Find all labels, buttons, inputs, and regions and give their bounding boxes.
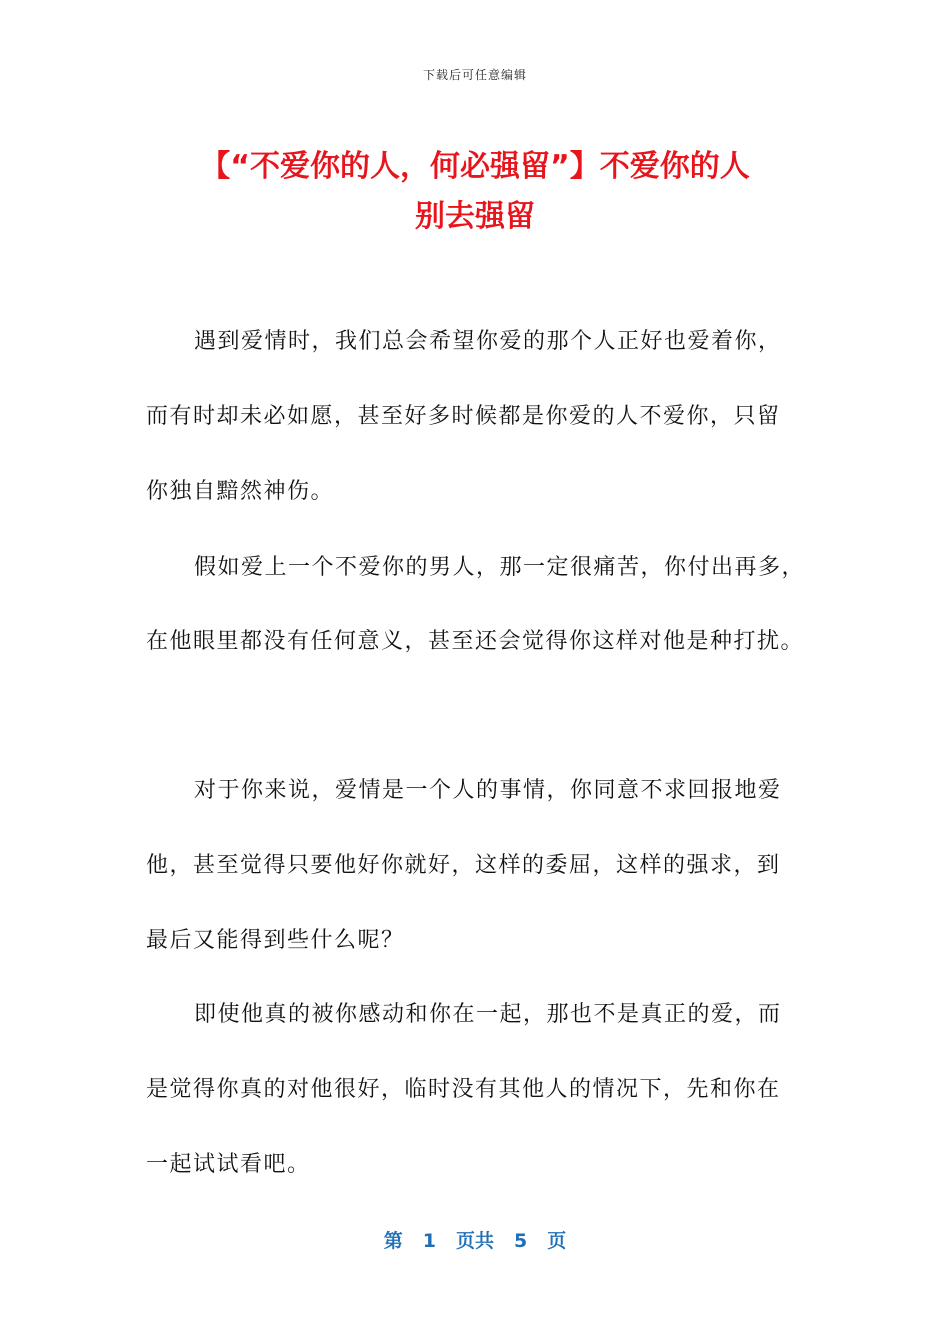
page-footer	[0, 1226, 950, 1253]
paragraph-1-line-1: 遇到爱情时，我们总会希望你爱的那个人正好也爱着你，	[194, 329, 782, 354]
footer-suffix: 页	[547, 1230, 567, 1252]
header-note: 下载后可任意编辑	[422, 68, 527, 82]
paragraph-4-line-1: 即使他真的被你感动和你在一起，那也不是真正的爱，而	[194, 1002, 782, 1027]
document-title	[120, 142, 830, 242]
paragraph-3-line-1: 对于你来说，爱情是一个人的事情，你同意不求回报地爱	[194, 778, 782, 803]
paragraph-2-line-1: 假如爱上一个不爱你的男人，那一定很痛苦，你付出再多，	[194, 555, 806, 580]
total-pages-number: 5	[514, 1230, 528, 1252]
paragraph-3-line-3: 最后又能得到些什么呢？	[146, 928, 405, 953]
paragraph-4-line-2: 是觉得你真的对他很好，临时没有其他人的情况下，先和你在	[146, 1077, 781, 1102]
title-line-1: 【“不爱你的人，何必强留”】不爱你的人	[200, 149, 750, 184]
paragraph-1-line-3: 你独自黯然神伤。	[146, 479, 335, 504]
paragraph-3-line-2: 他，甚至觉得只要他好你就好，这样的委屈，这样的强求，到	[146, 853, 781, 878]
footer-middle: 页共	[455, 1230, 494, 1252]
paragraph-2-line-2: 在他眼里都没有任何意义，甚至还会觉得你这样对他是种打扰。	[146, 629, 805, 654]
paragraph-1-line-2: 而有时却未必如愿，甚至好多时候都是你爱的人不爱你，只留	[146, 404, 781, 429]
footer-prefix: 第	[383, 1230, 403, 1252]
current-page-number: 1	[422, 1230, 436, 1252]
paragraph-4-line-3: 一起试试看吧。	[146, 1152, 311, 1177]
title-line-2: 别去强留	[415, 199, 535, 234]
